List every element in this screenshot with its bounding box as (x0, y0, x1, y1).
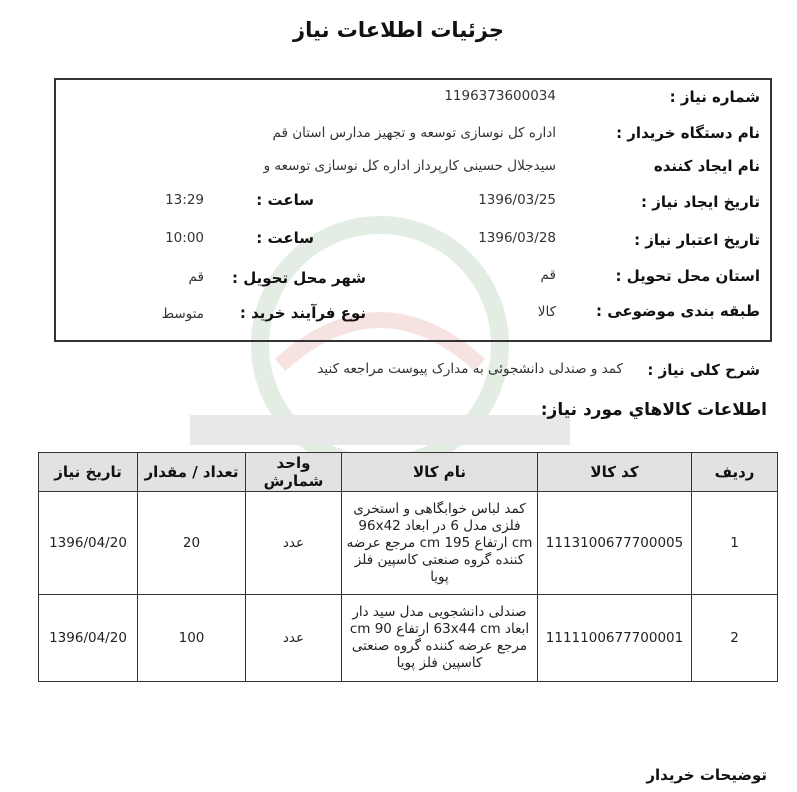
cell-date: 1396/04/20 (39, 492, 138, 595)
page-title: جزئیات اطلاعات نیاز (293, 18, 504, 42)
valid-date-label: تاریخ اعتبار نیاز : (634, 231, 760, 249)
buyer-org-label: نام دستگاه خریدار : (616, 124, 760, 142)
header-code: کد کالا (538, 453, 692, 492)
table-row (39, 595, 778, 682)
cell-name: صندلی دانشجویی مدل سید دار ابعاد 63x44 cm ارتفاع 90 cm مرجع عرضه کننده گروه صنعتی کاسپین فلز پویا (342, 595, 538, 682)
process-value: متوسط (161, 306, 204, 322)
created-date-value: 1396/03/25 (478, 192, 556, 208)
cell-code: 1113100677700005 (538, 492, 692, 595)
city-label: شهر محل تحویل : (231, 269, 366, 287)
created-time-label: ساعت : (256, 191, 314, 209)
cell-date: 1396/04/20 (39, 595, 138, 682)
need-number-value: 1196373600034 (444, 88, 556, 104)
cell-row: 1 (692, 492, 778, 595)
cell-name: کمد لباس خوابگاهی و استخری فلزی مدل 6 در ابعاد 96x42 cm ارتفاع 195 cm مرجع عرضه کننده گروه صنعتی کاسپین فلز پویا (342, 492, 538, 595)
category-value: کالا (537, 304, 556, 320)
created-date-label: تاریخ ایجاد نیاز : (641, 193, 760, 211)
creator-value: سیدجلال حسینی کارپرداز اداره کل نوسازی توسعه و (263, 158, 556, 174)
cell-unit: عدد (246, 595, 342, 682)
cell-code: 1111100677700001 (538, 595, 692, 682)
need-number-label: شماره نیاز : (669, 88, 760, 106)
header-name: نام کالا (342, 453, 538, 492)
header-unit: واحد شمارش (246, 453, 342, 492)
category-label: طبقه بندی موضوعی : (596, 302, 760, 320)
description-value: کمد و صندلی دانشجوئی به مدارک پیوست مراجعه کنید (317, 361, 623, 377)
cell-qty: 100 (138, 595, 246, 682)
table-row (39, 492, 778, 595)
created-time-value: 13:29 (165, 192, 204, 208)
goods-table (38, 452, 778, 682)
cell-qty: 20 (138, 492, 246, 595)
description-label: شرح کلی نیاز : (647, 361, 760, 379)
goods-table-header (39, 453, 778, 492)
process-label: نوع فرآیند خرید : (239, 304, 366, 322)
buyer-notes-label: توضیحات خریدار (646, 766, 767, 784)
header-date: تاریخ نیاز (39, 453, 138, 492)
header-row: ردیف (692, 453, 778, 492)
cell-row: 2 (692, 595, 778, 682)
province-label: استان محل تحویل : (615, 267, 760, 285)
valid-time-value: 10:00 (165, 230, 204, 246)
cell-unit: عدد (246, 492, 342, 595)
goods-section-title: اطلاعات کالاهاي مورد نیاز: (540, 400, 767, 420)
valid-date-value: 1396/03/28 (478, 230, 556, 246)
valid-time-label: ساعت : (256, 229, 314, 247)
creator-label: نام ایجاد کننده (653, 157, 760, 175)
province-value: قم (540, 267, 556, 283)
city-value: قم (188, 269, 204, 285)
buyer-org-value: اداره کل نوسازی توسعه و تجهیز مدارس استان قم (272, 125, 556, 141)
header-qty: تعداد / مقدار (138, 453, 246, 492)
